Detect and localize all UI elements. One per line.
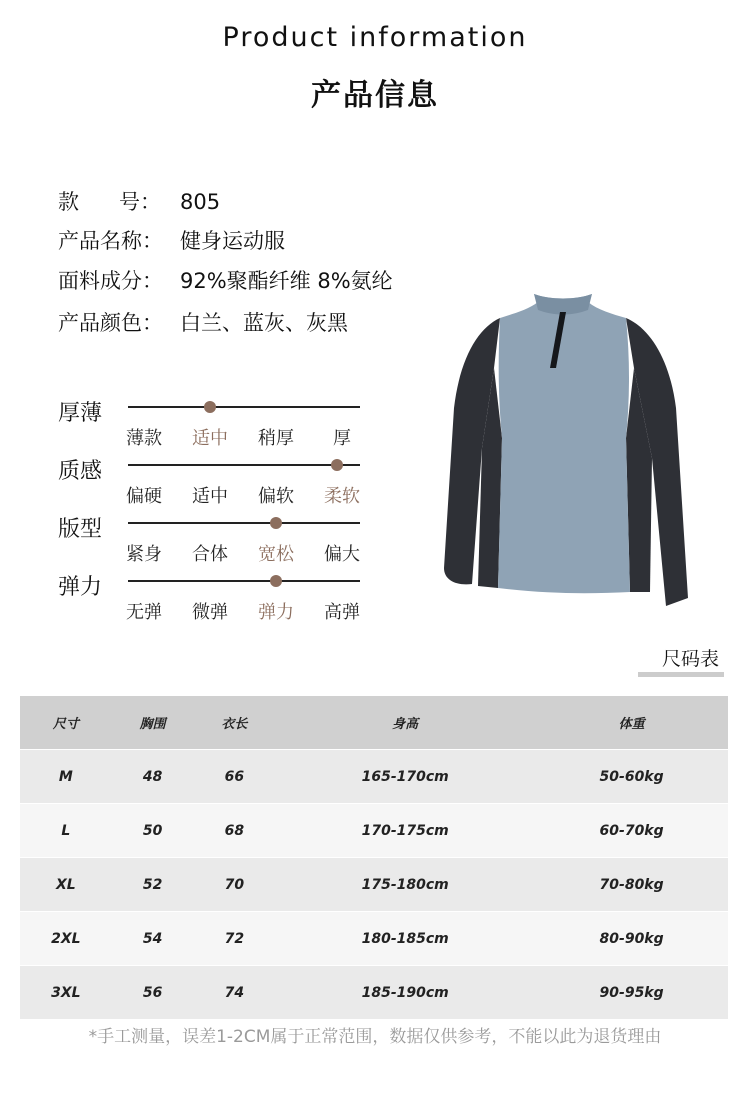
header-height: 身高 <box>275 696 535 750</box>
cell: 90-95kg <box>535 966 728 1020</box>
attribute-option: 宽松 <box>258 544 294 565</box>
attribute-option: 适中 <box>192 486 228 507</box>
cell: 80-90kg <box>535 912 728 966</box>
attribute-option: 合体 <box>192 544 228 565</box>
attribute-option: 微弹 <box>192 602 228 623</box>
attribute-option: 柔软 <box>324 486 360 507</box>
shirt-body <box>498 294 630 593</box>
info-value: 白兰、蓝灰、灰黑 <box>180 311 348 335</box>
attribute-scale-marker <box>331 459 343 471</box>
cell: 170-175cm <box>275 804 535 858</box>
measurement-note: *手工测量，误差1-2CM属于正常范围，数据仅供参考，不能以此为退货理由 <box>88 1027 662 1047</box>
cell: 180-185cm <box>275 912 535 966</box>
attribute-option: 薄款 <box>126 428 162 449</box>
cell: 72 <box>193 912 275 966</box>
cell: 56 <box>112 966 194 1020</box>
cell: M <box>20 750 112 804</box>
table-row <box>20 804 728 858</box>
info-key: 产品名称： <box>58 229 163 253</box>
info-value: 805 <box>180 190 221 214</box>
attribute-option: 偏大 <box>324 544 360 565</box>
attribute-scale-marker <box>270 575 282 587</box>
cell: 70 <box>193 858 275 912</box>
info-key: 产品颜色： <box>58 311 163 335</box>
attribute-option: 厚 <box>333 428 351 449</box>
attribute-option: 偏软 <box>258 486 294 507</box>
attribute-option: 高弹 <box>324 602 360 623</box>
title-english: Product information <box>222 22 528 53</box>
table-row <box>20 966 728 1020</box>
attribute-label: 厚薄 <box>58 401 103 426</box>
cell: 165-170cm <box>275 750 535 804</box>
attribute-option: 弹力 <box>258 602 294 623</box>
attribute-option: 稍厚 <box>258 428 294 449</box>
cell: 2XL <box>20 912 112 966</box>
cell: 48 <box>112 750 194 804</box>
info-value: 92%聚酯纤维 8%氨纶 <box>180 269 393 293</box>
cell: 60-70kg <box>535 804 728 858</box>
info-key: 款 号： <box>58 190 162 214</box>
attribute-option: 无弹 <box>126 602 162 623</box>
header-weight: 体重 <box>535 696 728 750</box>
cell: 50 <box>112 804 194 858</box>
shirt-image <box>438 288 688 608</box>
attribute-label: 质感 <box>58 459 103 484</box>
header-chest: 胸围 <box>112 696 194 750</box>
header-length: 衣长 <box>193 696 275 750</box>
attribute-scale-marker <box>204 401 216 413</box>
attribute-option: 紧身 <box>126 544 162 565</box>
size-chart-title-underline <box>638 672 724 677</box>
size-table <box>20 696 728 1020</box>
cell: 185-190cm <box>275 966 535 1020</box>
table-row <box>20 912 728 966</box>
size-chart-title: 尺码表 <box>662 648 720 670</box>
info-value: 健身运动服 <box>180 229 285 253</box>
cell: 70-80kg <box>535 858 728 912</box>
cell: 52 <box>112 858 194 912</box>
table-row <box>20 750 728 804</box>
cell: 66 <box>193 750 275 804</box>
cell: 50-60kg <box>535 750 728 804</box>
cell: 3XL <box>20 966 112 1020</box>
info-row-product-name <box>58 225 285 255</box>
info-row-style-number <box>58 186 220 216</box>
attribute-option: 偏硬 <box>126 486 162 507</box>
info-key: 面料成分： <box>58 269 163 293</box>
attribute-option: 适中 <box>192 428 228 449</box>
attribute-scale-marker <box>270 517 282 529</box>
attribute-scale-line <box>128 464 360 466</box>
header-size: 尺寸 <box>20 696 112 750</box>
info-row-fabric <box>58 265 393 295</box>
cell: 68 <box>193 804 275 858</box>
table-row <box>20 858 728 912</box>
attribute-label: 版型 <box>58 517 103 542</box>
title-chinese: 产品信息 <box>311 78 439 113</box>
cell: 54 <box>112 912 194 966</box>
cell: 175-180cm <box>275 858 535 912</box>
cell: L <box>20 804 112 858</box>
shirt-collar <box>534 294 592 315</box>
attribute-scale-line <box>128 406 360 408</box>
attribute-label: 弹力 <box>58 575 103 600</box>
cell: XL <box>20 858 112 912</box>
attribute-scale-line <box>128 580 360 582</box>
attribute-scale-line <box>128 522 360 524</box>
cell: 74 <box>193 966 275 1020</box>
table-header-row <box>20 696 728 750</box>
info-row-colors <box>58 307 348 337</box>
